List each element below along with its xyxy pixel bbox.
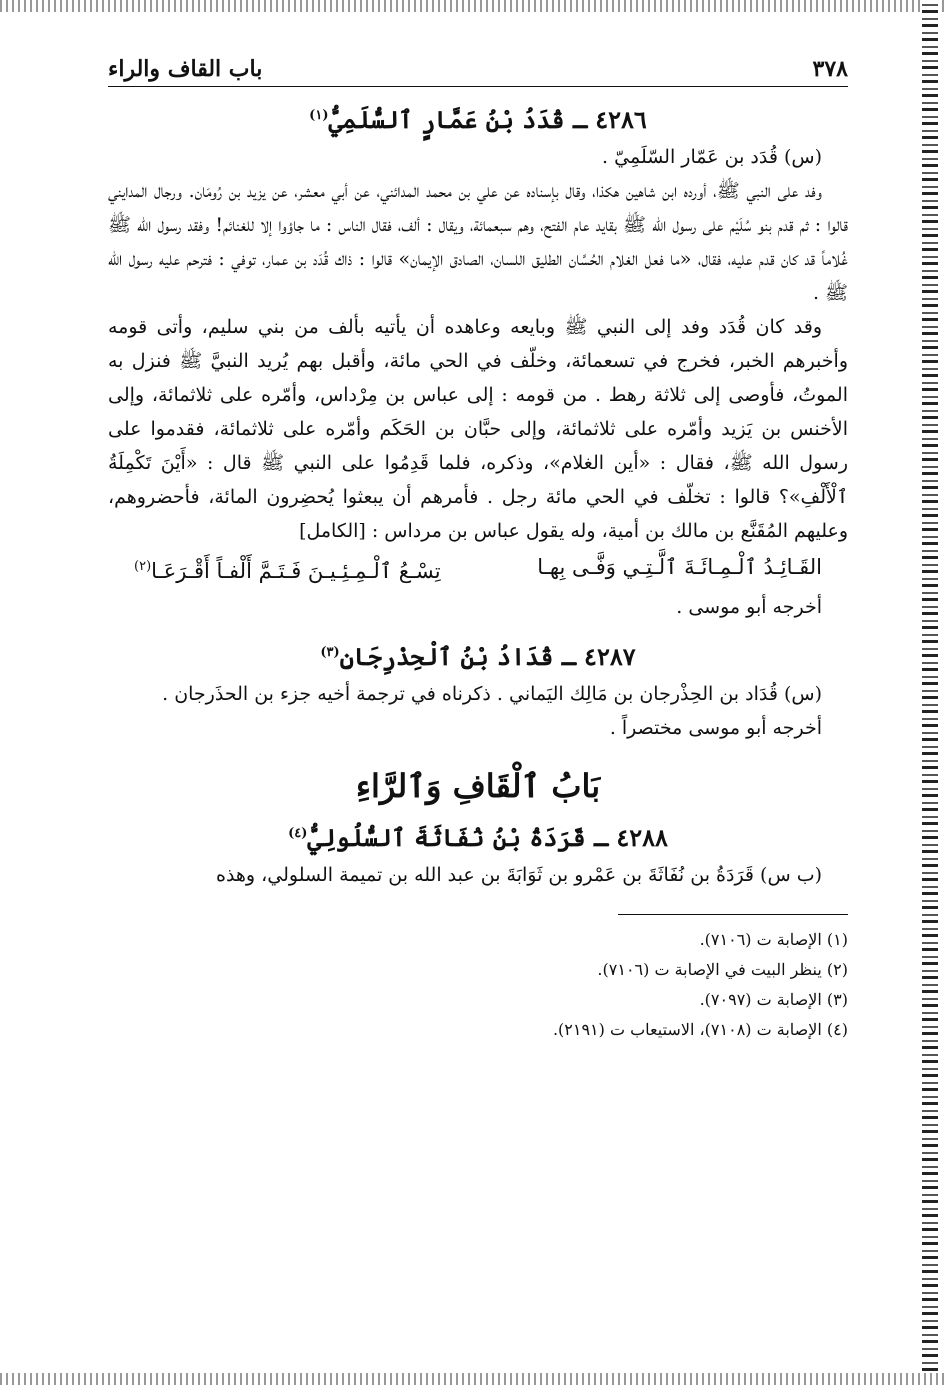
entry-title-text: ٤٢٨٦ ـ قُدَدُ بْنُ عَمَّارٍ ٱلسُّلَمِيُّ — [328, 105, 647, 134]
poetry-verse — [108, 548, 848, 590]
footnotes — [108, 925, 848, 1045]
verse-first-hemistich: القَـائِـدُ ٱلْـمِـائَـةَ ٱلَّـتِـي وَفَّـى بِهـا — [537, 555, 822, 579]
entry-title-text: ٤٢٨٨ ـ قَرَدَةُ بْنُ نُفَاثَةَ ٱلسُّلُولِيُّ — [307, 823, 668, 852]
entry-closing: أخرجه أبو موسى . — [676, 596, 822, 618]
page-border-top — [0, 0, 944, 12]
running-title: باب القاف والراء — [108, 56, 263, 82]
page-number: ٣٧٨ — [812, 56, 848, 82]
page-border-bottom — [0, 1373, 944, 1385]
entry-title-text: ٤٢٨٧ ـ قُدَادُ بْنُ ٱلْحِذْرِجَانِ — [339, 642, 636, 671]
entry-title-4288 — [108, 823, 848, 852]
entry-title-4287 — [108, 642, 848, 671]
footnote: (٢) ينظر البيت في الإصابة ت (٧١٠٦). — [597, 960, 848, 979]
entry-paragraph: (ب س) قَرَدَةُ بن نُفَاثَةَ بن عَمْرو بن ثَوَابَةَ بن عبد الله بن تميمة السلولي، وهذه — [215, 864, 822, 886]
entry-paragraph: وقد كان قُدَد وفد إلى النبي ﷺ وبايعه وعاهده أن يأتيه بألف من بني سليم، وأتى قومه وأخبرهم الخبر، فخرج في تسعمائة، وخلّف في الحي مائة، وأقبل بهم يُريد النبيَّ ﷺ فنزل به الموتُ، فأوصى إلى ثلاثة رهط . من قومه : إلى عباس بن مِرْداس، وأمّره على ثلاثمائة، وإلى الأخنس بن يَزيد وأمّره على ثلاثمائة، وإلى حبَّان بن الحَكَم وأمّره على ثلاثمائة، فقدموا على رسول الله ﷺ، فقال : «أين الغلام»، وذكره، فلما قَدِمُوا على النبي ﷺ قال : «أَيْنَ تَكْمِلَةُ ٱلْأَلْفِ»؟ قالوا : تخلّف في الحي مائة رجل . فأمرهم أن يبعثوا يُحضِرون المائة، فأحضروهم، وعليهم المُقَنَّع بن مالك بن أمية، وله يقول عباس بن مرداس : [الكامل] — [108, 316, 848, 542]
chapter-title: بَابُ ٱلْقَافِ وَٱلرَّاءِ — [355, 767, 601, 805]
entry-title-4286 — [108, 105, 848, 134]
footnote-divider — [618, 914, 848, 915]
footnote: (١) الإصابة ت (٧١٠٦). — [699, 930, 848, 949]
footnote-ref: (٤) — [288, 826, 308, 841]
footnote-ref: (٣) — [320, 645, 340, 660]
page-content — [108, 56, 848, 1045]
entry-paragraph: (س) قُدَد بن عَمّار السّلَمِيّ . — [602, 146, 822, 168]
footnote: (٤) الإصابة ت (٧١٠٨)، الاستيعاب ت (٢١٩١). — [552, 1020, 848, 1039]
footnote-ref: (١) — [309, 108, 329, 123]
entry-paragraph: (س) قُدَاد بن الحِذْرجان بن مَالِك اليَماني . ذكرناه في ترجمة أخيه جزء بن الحذَرجان . — [162, 683, 822, 705]
page-header — [108, 56, 848, 87]
entry-closing: أخرجه أبو موسى مختصراً . — [609, 717, 822, 739]
footnote: (٣) الإصابة ت (٧٠٩٧). — [699, 990, 848, 1009]
footnote-ref: (٢) — [134, 559, 152, 574]
entry-paragraph: وفد على النبي ﷺ، أورده ابن شاهين هكذا، وقال بإسناده عن علي بن محمد المدائني، عن أبي معشر، عن يزيد بن رُومَان. ورجال المدايني قالوا : ثم قدم بنو سُلَيْم على رسول الله ﷺ بقايد عام الفتح، وهم سبعمائة، ويقال : ألف، فقال الناس : ما جاؤوا إلا للغنائم! وفقد رسول الله ﷺ غُلاماً قد كان قدم عليه، فقال، «ما فعل الغلام الحُسَّان الطليق اللسان، الصادق الإيمان» قالوا : ذاك قُدَد بن عمار، توفي : فترحم عليه رسول الله ﷺ . — [108, 180, 848, 304]
verse-second-hemistich: تِسْـعُ ٱلْـمِـئِـيـنَ فَـتَـمَّ أَلْفـاً أَقْـرَعَـا$^{(٢)}$ — [134, 559, 441, 583]
page-border-right — [922, 0, 938, 1385]
